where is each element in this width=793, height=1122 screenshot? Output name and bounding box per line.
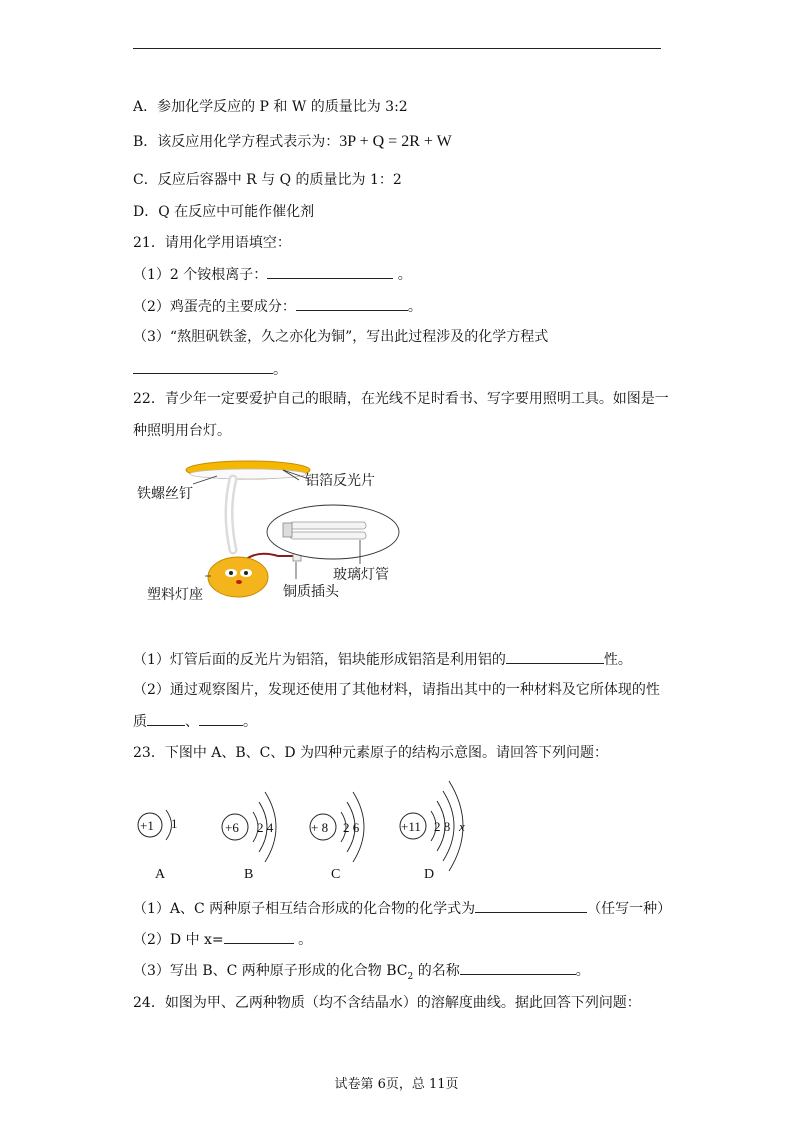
label-copper-plug: 铜质插头 [283, 584, 339, 600]
label-iron-screw: 铁螺丝钉 [137, 486, 193, 502]
q22-part1-text: （1）灯管后面的反光片为铝箔，铝块能形成铝箔是利用铝的 [133, 652, 506, 668]
atom-b-nucleus: +6 [225, 820, 239, 835]
q22-part2-end: 。 [243, 714, 257, 730]
option-b-equation: 3P + Q = 2R + W [339, 133, 452, 150]
atom-structure-diagrams [133, 780, 493, 890]
q22-stem-line1: 22．青少年一定要爱护自己的眼睛，在光线不足时看书、写字要用照明工具。如图是一 [133, 391, 669, 407]
q22-part2-separator: 、 [185, 714, 199, 730]
atom-a-nucleus: +1 [140, 818, 154, 833]
q21-part2-text: （2）鸡蛋壳的主要成分： [133, 299, 296, 315]
q21-part2-end: 。 [407, 299, 422, 315]
label-glass-tube: 玻璃灯管 [333, 567, 389, 583]
q21-part3: （3）“熬胆矾铁釜，久之亦化为铜”，写出此过程涉及的化学方程式 [133, 329, 549, 345]
atom-c [310, 792, 364, 862]
page-footer: 试卷第 6页，总 11页 [334, 1077, 459, 1092]
q24-stem: 24．如图为甲、乙两种物质（均不含结晶水）的溶解度曲线。据此回答下列问题： [133, 995, 641, 1011]
q21-part3-end: 。 [273, 362, 287, 378]
q22-part2-line1: （2）通过观察图片，发现还使用了其他材料，请指出其中的一种材料及它所体现的性 [133, 682, 660, 698]
atom-d-nucleus: +11 [401, 819, 421, 834]
atom-diagrams-svg [133, 780, 493, 890]
q22-part2-line2 [133, 711, 257, 732]
q21-part2 [133, 296, 422, 317]
q22-stem-line2: 种照明用台灯。 [133, 423, 231, 439]
q23-part3-text: （3）写出 B、C 两种原子形成的化合物 BC [133, 963, 408, 979]
q21-part3-answer [133, 359, 287, 380]
answer-blank[interactable] [296, 296, 408, 311]
option-c: C．反应后容器中 R 与 Q 的质量比为 1：2 [133, 172, 402, 188]
option-b-text: B．该反应用化学方程式表示为： [133, 134, 340, 150]
option-a: A．参加化学反应的 P 和 W 的质量比为 3:2 [133, 99, 408, 115]
q23-part3-end: 。 [575, 963, 590, 979]
q23-part2-end: 。 [293, 932, 313, 948]
q23-part3-subscript: 2 [407, 971, 414, 982]
atom-d [400, 781, 465, 871]
option-b [133, 132, 452, 152]
answer-blank[interactable] [199, 711, 243, 726]
q21-stem: 21．请用化学用语填空： [133, 235, 291, 251]
q23-part1-end: （任写一种） [587, 901, 672, 917]
answer-blank[interactable] [267, 264, 393, 279]
desk-lamp-figure [133, 452, 433, 607]
atom-c-nucleus: + 8 [311, 820, 329, 835]
answer-blank[interactable] [475, 898, 587, 913]
header-rule [133, 48, 661, 49]
q23-part1-text: （1）A、C 两种原子相互结合形成的化合物的化学式为 [133, 901, 476, 917]
atom-a-label: A [155, 867, 166, 882]
atom-a-electrons: 1 [171, 816, 178, 831]
answer-blank[interactable] [460, 960, 576, 975]
q23-part2-text: （2）D 中 x= [133, 932, 224, 948]
answer-blank[interactable] [133, 359, 273, 374]
q23-part3-mid: 的名称 [413, 963, 460, 979]
q23-part1 [133, 898, 671, 919]
q22-part1 [133, 649, 632, 670]
q23-stem: 23．下图中 A、B、C、D 为四种元素原子的结构示意图。请回答下列问题： [133, 745, 609, 761]
answer-blank[interactable] [506, 649, 604, 664]
atom-d-electrons: 2 8 [434, 819, 451, 834]
atom-c-electrons: 2 6 [343, 820, 360, 835]
atom-a [138, 810, 178, 840]
atom-c-label: C [331, 867, 341, 882]
q21-part1-text: （1）2 个铵根离子： [133, 267, 268, 283]
label-aluminum-foil: 铝箔反光片 [305, 473, 375, 489]
q21-part1-end: 。 [393, 267, 412, 283]
q23-part2 [133, 929, 312, 950]
q22-part1-end: 性。 [603, 652, 632, 668]
atom-b-label: B [244, 867, 254, 882]
answer-blank[interactable] [224, 929, 294, 944]
atom-d-label: D [424, 867, 435, 882]
label-plastic-base: 塑料灯座 [147, 587, 203, 603]
atom-d-unknown: x [459, 819, 465, 834]
atom-b-electrons: 2 4 [257, 820, 274, 835]
answer-blank[interactable] [147, 711, 185, 726]
q21-part1 [133, 264, 412, 285]
option-d: D．Q 在反应中可能作催化剂 [133, 204, 315, 220]
q22-part2-prefix: 质 [133, 714, 147, 730]
atom-b [222, 792, 276, 862]
q23-part3 [133, 960, 590, 987]
